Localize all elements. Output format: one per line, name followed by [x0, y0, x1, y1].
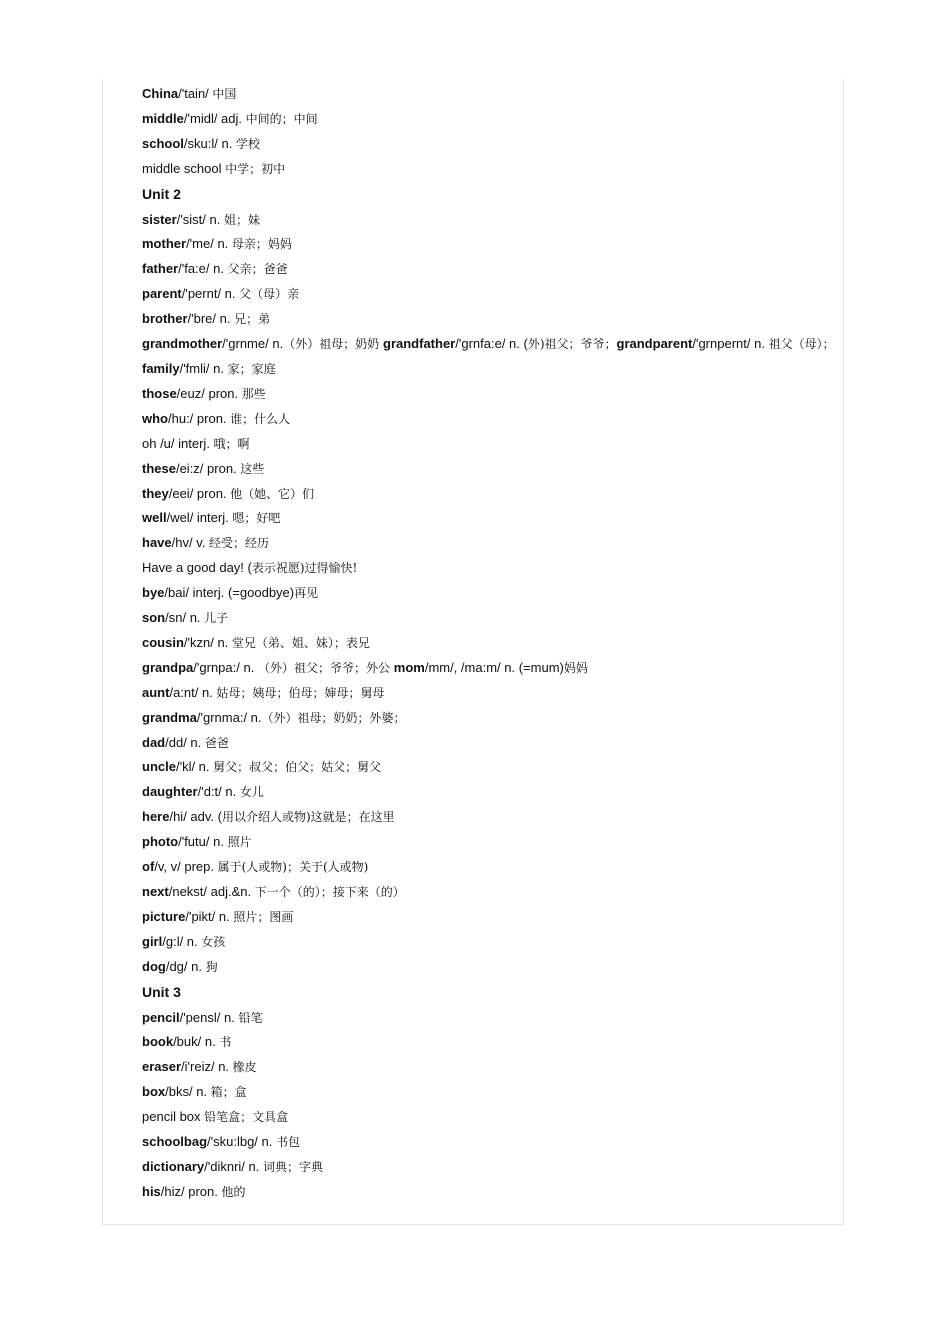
vocab-entry — [102, 780, 844, 805]
vocab-chinese: 铅笔盒；文具盒 — [204, 1110, 289, 1125]
vocab-entry — [102, 631, 844, 656]
vocab-chinese: 中国 — [212, 87, 237, 101]
vocab-chinese: 词典；字典 — [262, 1159, 323, 1174]
vocab-entry — [102, 731, 844, 756]
vocab-chinese: 照片 — [227, 835, 252, 850]
vocab-entry — [102, 905, 844, 930]
vocab-entry — [102, 307, 844, 332]
vocab-definition: /'me/ n. — [186, 236, 232, 252]
vocab-word: those — [142, 385, 177, 401]
vocab-word: these — [142, 460, 176, 476]
vocab-word: of — [142, 859, 155, 875]
vocab-chinese: 他的 — [221, 1184, 246, 1199]
vocab-word: bye — [142, 585, 165, 601]
vocab-definition: /sku:l/ n. — [183, 135, 236, 151]
vocab-definition: /nekst/ adj.&n. — [168, 884, 255, 899]
vocab-word: dictionary — [142, 1158, 205, 1174]
vocab-chinese: 嗯；好吧 — [232, 511, 281, 526]
vocab-chinese: 属于(人或物)；关于(人或物) — [217, 860, 369, 875]
vocab-definition: /bai/ interj. (=goodbye) — [164, 585, 295, 601]
vocab-definition: /hu:/ pron. — [168, 410, 231, 426]
vocab-definition: /'futu/ n. — [178, 834, 228, 850]
vocab-word: they — [142, 485, 169, 501]
vocab-definition: oh /u/ interj. — [142, 435, 214, 451]
vocab-chinese: 表示祝愿)过得愉快! — [251, 561, 358, 576]
vocab-chinese: 妈妈 — [563, 660, 588, 675]
vocab-definition: /'fa:e/ n. — [178, 261, 228, 277]
vocab-entry — [102, 1130, 844, 1155]
vocab-word: well — [142, 510, 167, 526]
vocab-chinese: 外)祖父；爷爷； — [527, 337, 617, 352]
vocab-definition: /'sku:lbg/ n. — [207, 1134, 276, 1150]
vocab-entry — [102, 855, 844, 880]
vocab-entry — [102, 432, 844, 457]
vocab-entry — [102, 107, 844, 132]
vocab-entry — [102, 1080, 844, 1105]
vocab-word: his — [142, 1183, 161, 1199]
vocab-definition: /'grnpa:/ n. — [193, 659, 258, 675]
vocab-entry — [102, 132, 844, 157]
vocab-chinese: 箱；盒 — [210, 1085, 247, 1100]
vocab-definition: /'bre/ n. — [187, 311, 235, 327]
vocab-word: grandpa — [142, 659, 194, 675]
vocab-entry — [102, 556, 844, 581]
vocab-entry — [102, 606, 844, 631]
vocab-definition: /mm/, /ma:m/ n. (=mum) — [424, 659, 564, 675]
vocab-word: school — [142, 135, 184, 151]
vocab-chinese: 下一个（的）；接下来（的） — [254, 885, 405, 899]
vocab-definition: /buk/ n. — [173, 1034, 220, 1050]
vocab-word: mother — [142, 236, 187, 252]
vocabulary-list — [102, 82, 844, 1205]
vocab-entry — [102, 1105, 844, 1130]
vocab-definition: /'pernt/ n. — [181, 286, 240, 302]
vocab-chinese: （外）祖父；爷爷；外公 — [257, 660, 394, 675]
vocab-chinese: 中间的；中间 — [245, 111, 318, 126]
vocab-entry — [102, 332, 844, 357]
vocab-chinese: 姐；妹 — [223, 212, 260, 227]
vocab-word: next — [142, 884, 169, 899]
vocab-word: dog — [142, 958, 166, 974]
vocab-chinese: 母亲；妈妈 — [231, 237, 292, 252]
vocab-entry — [102, 208, 844, 233]
vocab-definition: /eei/ pron. — [168, 485, 231, 501]
vocab-chinese: 女孩 — [201, 934, 226, 949]
vocab-definition: /'fmli/ n. — [179, 360, 228, 376]
vocab-definition: /'grnpernt/ n. — [692, 336, 769, 352]
vocab-chinese: 舅父；叔父；伯父；姑父；舅父 — [213, 760, 382, 775]
vocab-word: grandparent — [616, 336, 693, 352]
vocab-chinese: 儿子 — [204, 611, 229, 626]
vocab-word: grandfather — [383, 336, 456, 352]
vocab-entry — [102, 382, 844, 407]
vocab-word: grandma — [142, 709, 197, 725]
vocab-entry — [102, 232, 844, 257]
vocab-definition: /hiz/ pron. — [160, 1183, 222, 1199]
vocab-entry — [102, 880, 844, 905]
vocab-chinese: 铅笔 — [238, 1010, 263, 1025]
vocab-word: book — [142, 1034, 174, 1050]
vocab-word: here — [142, 809, 170, 825]
vocab-word: eraser — [142, 1059, 182, 1075]
vocab-chinese: 谁；什么人 — [230, 411, 291, 426]
vocab-word: sister — [142, 211, 177, 227]
vocab-definition: /'pikt/ n. — [185, 908, 234, 924]
vocab-chinese: 照片；图画 — [233, 909, 294, 924]
vocab-entry — [102, 1030, 844, 1055]
vocab-entry — [102, 531, 844, 556]
vocab-chinese: 经受；经历 — [208, 536, 269, 551]
vocab-entry — [102, 1180, 844, 1205]
vocab-word: box — [142, 1084, 166, 1100]
vocab-chinese: （外）祖母；奶奶；外婆； — [261, 710, 406, 725]
vocab-entry — [102, 1006, 844, 1031]
vocab-entry — [102, 482, 844, 507]
vocab-definition: /a:nt/ n. — [169, 684, 217, 700]
vocab-definition: middle school — [142, 160, 226, 176]
vocab-chinese: 兄；弟 — [234, 312, 271, 327]
vocab-definition: /'grnma:/ n. — [196, 709, 262, 725]
unit-heading-text: Unit 3 — [142, 983, 181, 1000]
vocab-entry — [102, 407, 844, 432]
vocab-definition: /hv/ v. — [171, 535, 209, 551]
vocab-chinese: 姑母；姨母；伯母；婶母；舅母 — [216, 685, 385, 700]
vocab-chinese: 爸爸 — [204, 735, 229, 750]
vocab-word: uncle — [142, 759, 176, 775]
vocab-chinese: （外）祖母；奶奶 — [283, 337, 384, 352]
vocab-chinese: 书 — [219, 1035, 232, 1050]
vocab-definition: /v, v/ prep. — [154, 859, 218, 875]
vocab-definition: /'grnfa:e/ n. ( — [455, 336, 528, 352]
vocab-definition: /euz/ pron. — [176, 385, 242, 401]
vocab-chinese: 堂兄（弟、姐、妹）；表兄 — [231, 635, 370, 650]
vocab-chinese: 再见 — [294, 586, 319, 601]
vocab-entry — [102, 681, 844, 706]
vocab-word: cousin — [142, 634, 184, 650]
vocab-chinese: 他（她、它）们 — [230, 486, 315, 501]
vocab-chinese: 书包 — [275, 1135, 300, 1150]
vocab-entry — [102, 955, 844, 980]
vocab-definition: /'tain/ — [178, 86, 213, 101]
vocab-definition: /bks/ n. — [165, 1084, 211, 1100]
vocab-definition: /dg/ n. — [165, 958, 206, 974]
vocab-entry — [102, 830, 844, 855]
vocab-word: family — [142, 360, 180, 376]
vocab-word: mom — [393, 659, 425, 675]
vocab-definition: /hi/ adv. ( — [169, 809, 222, 825]
vocab-word: aunt — [142, 684, 170, 700]
vocab-entry — [102, 930, 844, 955]
vocab-definition: /'grnme/ n. — [222, 336, 284, 352]
vocab-definition: /sn/ n. — [165, 610, 205, 626]
vocab-entry — [102, 1155, 844, 1180]
vocab-chinese: 父亲；爸爸 — [227, 262, 288, 277]
vocab-word: daughter — [142, 784, 198, 800]
vocab-word: China — [142, 86, 179, 101]
vocab-definition: /'pensl/ n. — [179, 1009, 239, 1025]
vocab-entry — [102, 581, 844, 606]
vocab-word: dad — [142, 734, 166, 750]
vocab-definition: /wel/ interj. — [166, 510, 233, 526]
vocab-chinese: 哦；啊 — [213, 436, 250, 451]
vocab-definition: /'sist/ n. — [176, 211, 224, 227]
vocab-entry — [102, 457, 844, 482]
unit-heading — [102, 182, 844, 208]
vocab-entry — [102, 506, 844, 531]
vocab-word: girl — [142, 933, 163, 949]
vocab-chinese: 学校 — [235, 136, 260, 151]
vocab-chinese: 橡皮 — [232, 1060, 257, 1075]
vocab-word: parent — [142, 286, 182, 302]
vocab-definition: /i'reiz/ n. — [181, 1059, 233, 1075]
unit-heading-text: Unit 2 — [142, 185, 181, 202]
vocab-definition: pencil box — [142, 1109, 205, 1125]
vocab-word: picture — [142, 908, 186, 924]
vocab-word: have — [142, 535, 172, 551]
vocab-chinese: 父（母）亲 — [239, 287, 300, 302]
vocab-entry — [102, 257, 844, 282]
vocab-word: middle — [142, 110, 184, 126]
vocab-word: brother — [142, 311, 188, 327]
vocab-entry — [102, 755, 844, 780]
vocab-definition: Have a good day! ( — [142, 560, 252, 576]
vocab-entry — [102, 282, 844, 307]
vocab-entry — [102, 805, 844, 830]
vocab-entry — [102, 706, 844, 731]
vocab-chinese: 家；家庭 — [227, 361, 276, 376]
vocab-chinese: 那些 — [241, 386, 266, 401]
vocab-entry — [102, 357, 844, 382]
vocab-word: schoolbag — [142, 1134, 208, 1150]
vocab-chinese: 用以介绍人或物)这就是；在这里 — [221, 810, 395, 825]
vocab-definition: /'d:t/ n. — [197, 784, 240, 800]
vocab-entry — [102, 656, 844, 681]
vocab-chinese: 狗 — [205, 959, 218, 974]
vocab-word: grandmother — [142, 336, 223, 352]
vocab-chinese: 女儿 — [239, 785, 264, 800]
vocab-chinese: 这些 — [240, 461, 265, 476]
vocab-word: photo — [142, 834, 179, 850]
vocab-word: son — [142, 610, 166, 626]
vocab-chinese: 祖父（母）； — [768, 337, 835, 352]
vocab-entry — [102, 1055, 844, 1080]
vocab-chinese: 中学；初中 — [225, 161, 286, 176]
vocab-definition: /ei:z/ pron. — [175, 460, 241, 476]
vocab-definition: /g:l/ n. — [162, 933, 202, 949]
unit-heading — [102, 980, 844, 1006]
vocab-word: father — [142, 261, 179, 277]
vocab-definition: /'diknri/ n. — [204, 1158, 263, 1174]
vocab-word: pencil — [142, 1009, 180, 1025]
vocab-definition: /'midl/ adj. — [183, 110, 246, 126]
vocab-definition: /'kzn/ n. — [183, 634, 232, 650]
vocab-definition: /'kl/ n. — [175, 759, 214, 775]
vocab-definition: /dd/ n. — [165, 734, 205, 750]
vocab-word: who — [142, 410, 168, 426]
vocab-entry — [102, 157, 844, 182]
vocab-entry — [102, 82, 844, 107]
